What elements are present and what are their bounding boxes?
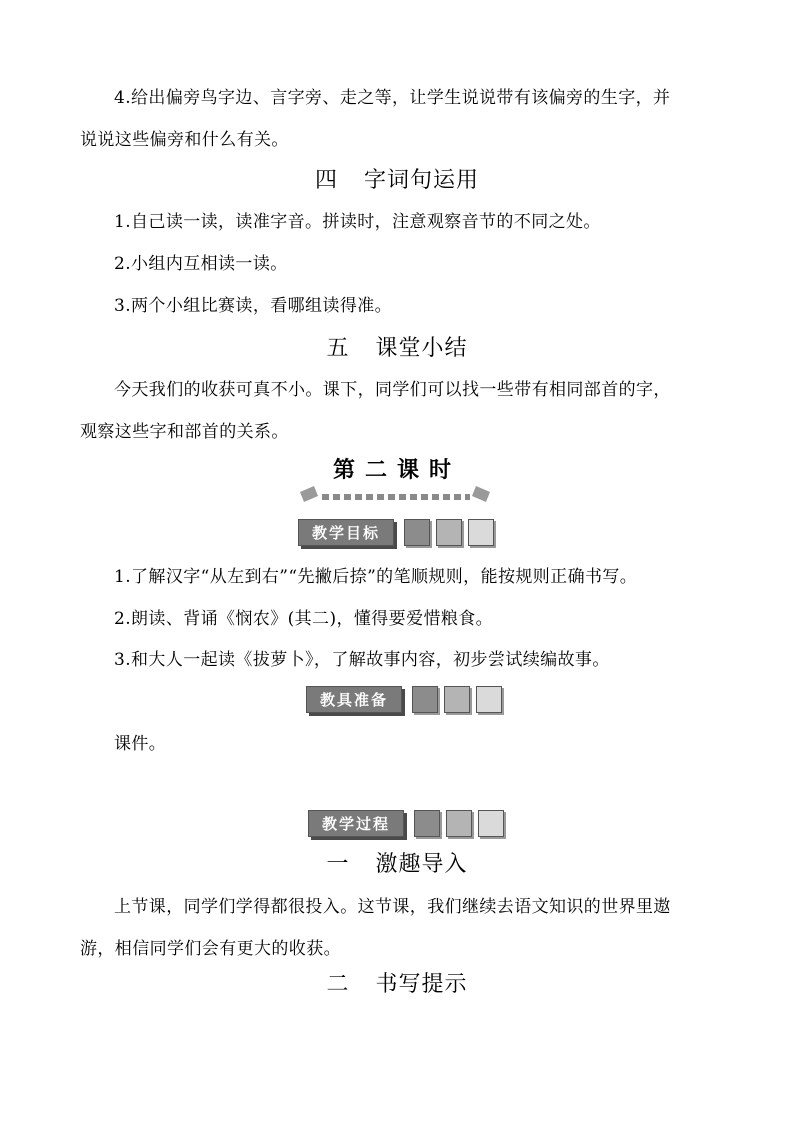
section-5-line2: 观察这些字和部首的关系。 [80, 422, 289, 442]
tools-badge-square-2 [444, 686, 470, 713]
goals-badge-square-1 [404, 519, 430, 546]
goals-item-3: 3.和大人一起读《拔萝卜》，了解故事内容，初步尝试续编故事。 [114, 650, 610, 670]
goals-badge-square-2 [436, 519, 462, 546]
process-badge-label: 教学过程 [308, 810, 404, 837]
process-section-2-number: 二 [326, 972, 350, 997]
process-section-1-number: 一 [326, 852, 350, 877]
process-badge-square-3 [478, 810, 504, 837]
paragraph-4-line2: 说说这些偏旁和什么有关。 [80, 130, 289, 150]
tools-badge-square-3 [476, 686, 502, 713]
process-section-1-heading [0, 852, 794, 878]
section-4-item-2: 2.小组内互相读一读。 [114, 254, 288, 274]
process-section-2-heading [0, 972, 794, 998]
section-5-line1: 今天我们的收获可真不小。课下，同学们可以找一些带有相同部首的字， [114, 380, 671, 400]
process-section-1-title: 激趣导入 [375, 852, 468, 877]
tools-badge-square-1 [412, 686, 438, 713]
process-section-1-line2: 游，相信同学们会有更大的收获。 [80, 939, 341, 959]
section-5-heading [0, 336, 794, 362]
goals-item-1: 1.了解汉字“从左到右”“先撇后捺”的笔顺规则，能按规则正确书写。 [114, 567, 638, 587]
goals-badge-label: 教学目标 [298, 519, 394, 546]
goals-item-2: 2.朗读、背诵《悯农》(其二)，懂得要爱惜粮食。 [114, 609, 494, 629]
tools-text: 课件。 [114, 734, 167, 754]
process-badge-square-2 [446, 810, 472, 837]
goals-badge-square-3 [468, 519, 494, 546]
section-4-heading [0, 168, 794, 194]
lesson-title-decoration [300, 486, 494, 502]
process-section-1-line1: 上节课，同学们学得都很投入。这节课，我们继续去语文知识的世界里遨 [114, 897, 671, 917]
section-4-number: 四 [314, 168, 338, 193]
lesson-title: 第二课时 [332, 458, 461, 483]
section-4-item-3: 3.两个小组比赛读，看哪组读得准。 [114, 296, 393, 316]
process-badge-square-1 [414, 810, 440, 837]
tools-badge-label: 教具准备 [306, 686, 402, 713]
section-5-title: 课堂小结 [375, 336, 468, 361]
section-5-number: 五 [326, 336, 350, 361]
section-4-title: 字词句运用 [364, 168, 480, 193]
section-4-item-1: 1.自己读一读，读准字音。拼读时，注意观察音节的不同之处。 [114, 212, 601, 232]
process-section-2-title: 书写提示 [375, 972, 468, 997]
paragraph-4-line1: 4.给出偏旁鸟字边、言字旁、走之等，让学生说说带有该偏旁的生字，并 [114, 88, 671, 108]
